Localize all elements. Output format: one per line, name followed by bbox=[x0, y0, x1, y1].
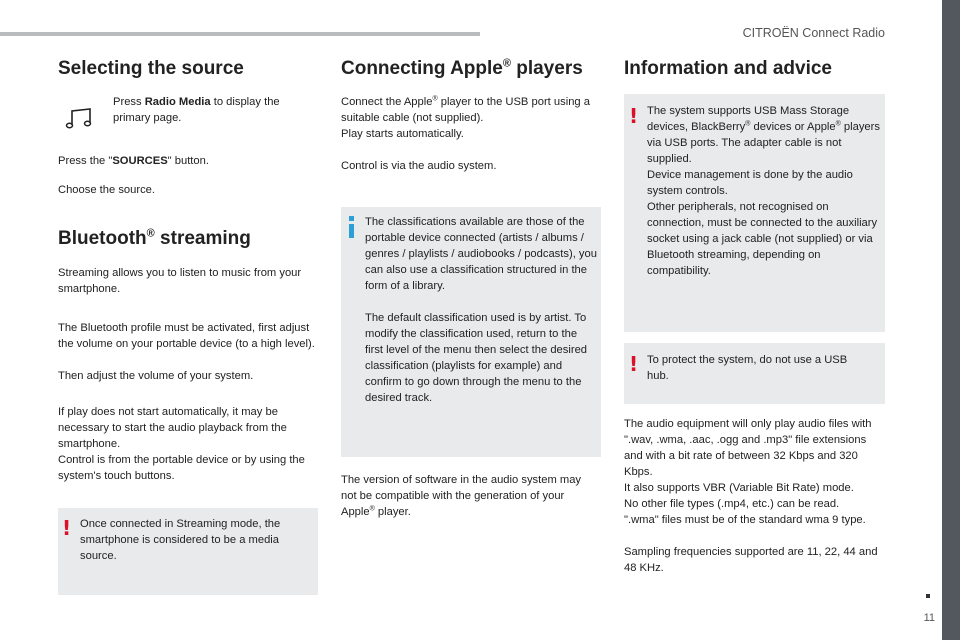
audio-format-e: Sampling frequencies supported are 11, 22, 44 and 48 KHz. bbox=[624, 546, 878, 574]
brand-title: CITROËN Connect Radio bbox=[742, 26, 885, 40]
warning-icon: ! bbox=[629, 352, 639, 376]
music-note-icon bbox=[64, 107, 94, 129]
audio-format-d: ".wma" files must be of the standard wma 9 type. bbox=[624, 514, 866, 526]
continuation-marker bbox=[926, 594, 930, 598]
info-text-a: The classifications available are those of the portable device connected (artists / albums / genres / playlists / audiobooks / podcasts), you can also use a classification structured in the form of a library. bbox=[365, 216, 597, 292]
apple-connect: Connect the Apple® player to the USB port using a suitable cable (not supplied). bbox=[341, 95, 590, 124]
press-sources: Press the "SOURCES" button. bbox=[58, 155, 209, 167]
header-rule bbox=[0, 32, 480, 36]
usb-support-b: Device management is done by the audio system controls. bbox=[647, 169, 853, 197]
press-radio-media: Press Radio Media to display the primary page. bbox=[113, 96, 280, 124]
usb-support-c: Other peripherals, not recognised on connection, must be connected to the auxiliary socket using a jack cable (not supplied) or via Bluetooth streaming, depending on compatibility. bbox=[647, 201, 878, 277]
audio-format-a: The audio equipment will only play audio files with ".wav, .wma, .aac, .ogg and .mp3" file extensions and with a bit rate of between 32 Kbps and 320 Kbps. bbox=[624, 418, 872, 478]
heading-connecting-apple: Connecting Apple® players bbox=[341, 57, 583, 79]
heading-bluetooth-streaming: Bluetooth® streaming bbox=[58, 227, 251, 249]
heading-selecting-source: Selecting the source bbox=[58, 58, 244, 79]
bluetooth-profile-a: The Bluetooth profile must be activated, first adjust the volume on your portable device (to a high level). bbox=[58, 322, 315, 350]
warning-box-usb bbox=[624, 94, 885, 332]
info-icon-bar bbox=[349, 224, 354, 238]
usb-support-a: The system supports USB Mass Storage devices, BlackBerry® devices or Apple® players via USB ports. The adapter cable is not supplied. bbox=[647, 105, 880, 165]
audio-format-b: It also supports VBR (Variable Bit Rate) mode. bbox=[624, 482, 854, 494]
software-compat: The version of software in the audio system may not be compatible with the generation of your Apple® player. bbox=[341, 474, 582, 518]
warning-box-hub bbox=[624, 343, 885, 404]
hub-warning-text: To protect the system, do not use a USB hub. bbox=[647, 354, 848, 382]
info-text-b: The default classification used is by artist. To modify the classification used, return to the first level of the menu then select the desired classification (playlists for example) and confirm to go down through the menu to the desired track. bbox=[365, 312, 588, 404]
warning-icon: ! bbox=[629, 104, 639, 128]
audio-format-c: No other file types (.mp4, etc.) can be read. bbox=[624, 498, 840, 510]
streaming-intro: Streaming allows you to listen to music from your smartphone. bbox=[58, 267, 302, 295]
warning-icon: ! bbox=[62, 516, 72, 540]
play-start-b: Control is from the portable device or by using the system's touch buttons. bbox=[58, 454, 305, 482]
page-number: 11 bbox=[923, 612, 935, 624]
info-box-classifications bbox=[341, 207, 601, 457]
bluetooth-profile-b: Then adjust the volume of your system. bbox=[58, 370, 254, 382]
side-tab bbox=[942, 0, 960, 640]
choose-source: Choose the source. bbox=[58, 184, 156, 196]
play-start-a: If play does not start automatically, it may be necessary to start the audio playback from the smartphone. bbox=[58, 406, 287, 450]
warning-box-streaming bbox=[58, 508, 318, 595]
heading-info-advice: Information and advice bbox=[624, 58, 832, 79]
apple-control: Control is via the audio system. bbox=[341, 160, 497, 172]
warning-text: Once connected in Streaming mode, the smartphone is considered to be a media source. bbox=[80, 518, 281, 562]
apple-play-start: Play starts automatically. bbox=[341, 128, 464, 140]
info-icon bbox=[349, 216, 354, 221]
